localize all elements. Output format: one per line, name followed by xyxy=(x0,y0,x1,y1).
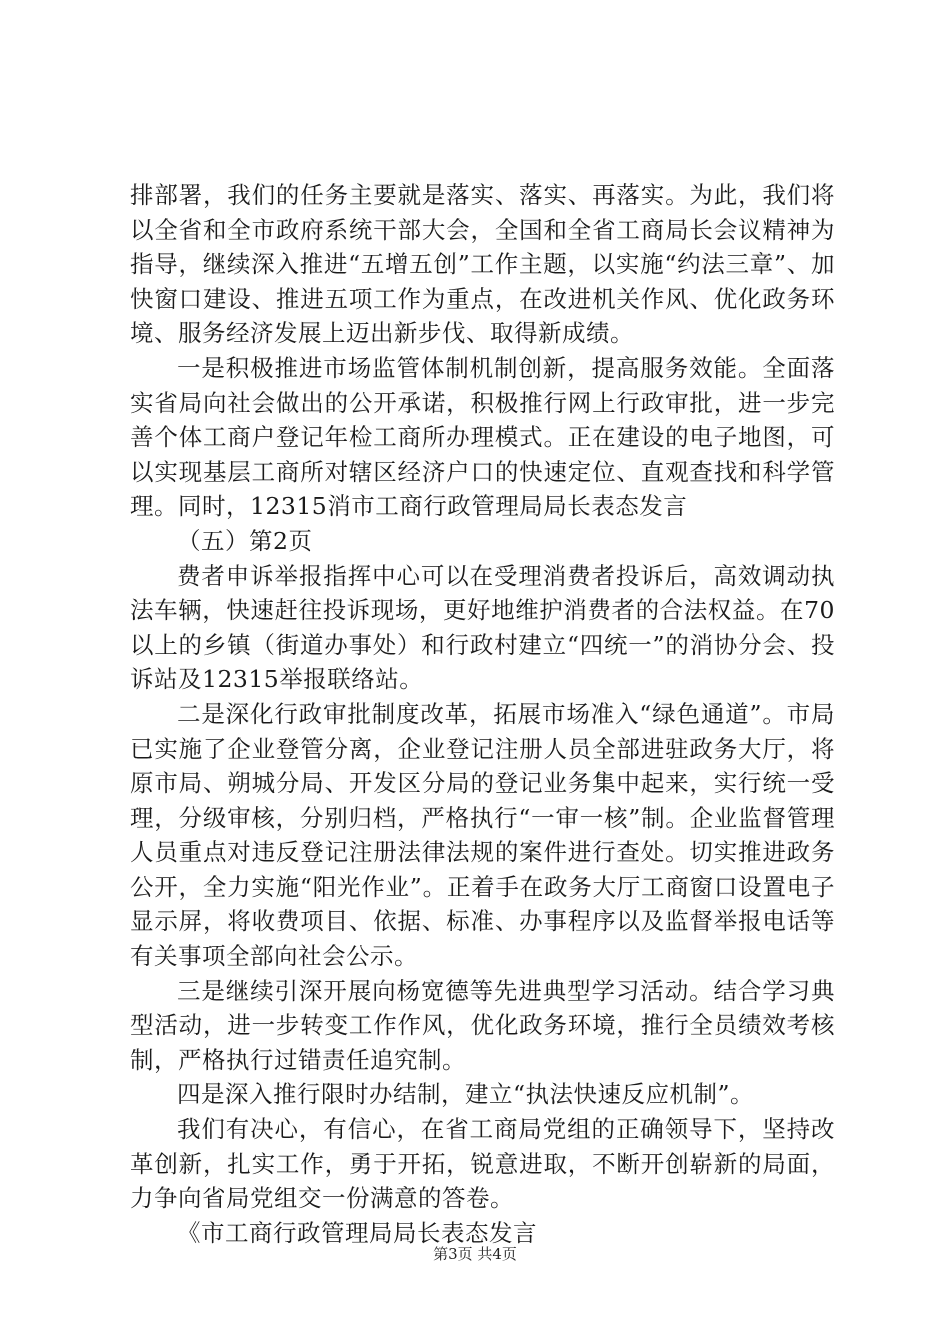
paragraph-title-ref: 《市工商行政管理局局长表态发言 xyxy=(177,1218,537,1247)
page-number-footer: 第3页 共4页 xyxy=(433,1245,517,1263)
paragraph-section-marker: （五）第2页 xyxy=(177,526,313,555)
document-body xyxy=(130,178,835,1250)
paragraph-item-one: 一是积极推进市场监管体制机制创新，提高服务效能。全面落实省局向社会做出的公开承诺，积极推行网上行政审批，进一步完善个体工商户登记年检工商所办理模式。正在建设的电子地图，可以实现基层工商所对辖区经济户口的快速定位、直观查找和科学管理。同时，12315消市工商行政管理局局长表态发言 xyxy=(130,353,835,521)
paragraph-conclusion: 我们有决心，有信心，在省工商局党组的正确领导下，坚持改革创新，扎实工作，勇于开拓，锐意进取，不断开创崭新的局面，力争向省局党组交一份满意的答卷。 xyxy=(130,1115,835,1213)
paragraph-complaint-center: 费者申诉举报指挥中心可以在受理消费者投诉后，高效调动执法车辆，快速赶往投诉现场，更好地维护消费者的合法权益。在70以上的乡镇（街道办事处）和行政村建立“四统一”的消协分会、投诉站及12315举报联络站。 xyxy=(130,561,835,694)
paragraph-continuation: 排部署，我们的任务主要就是落实、落实、再落实。为此，我们将以全省和全市政府系统干部大会，全国和全省工商局长会议精神为指导，继续深入推进“五增五创”工作主题，以实施“约法三章”、加快窗口建设、推进五项工作为重点，在改进机关作风、优化政务环境、服务经济发展上迈出新步伐、取得新成绩。 xyxy=(130,181,835,348)
paragraph-item-four: 四是深入推行限时办结制，建立“执法快速反应机制”。 xyxy=(177,1080,755,1109)
paragraph-item-three: 三是继续引深开展向杨宽德等先进典型学习活动。结合学习典型活动，进一步转变工作作风，优化政务环境，推行全员绩效考核制，严格执行过错责任追究制。 xyxy=(130,976,835,1074)
paragraph-item-two: 二是深化行政审批制度改革，拓展市场准入“绿色通道”。市局已实施了企业登管分离，企业登记注册人员全部进驻政务大厅，将原市局、朔城分局、开发区分局的登记业务集中起来，实行统一受理，分级审核，分别归档，严格执行“一审一核”制。企业监督管理人员重点对违反登记注册法律法规的案件进行查处。切实推进政务公开，全力实施“阳光作业”。正着手在政务大厅工商窗口设置电子显示屏，将收费项目、依据、标准、办事程序以及监督举报电话等有关事项全部向社会公示。 xyxy=(130,699,835,971)
